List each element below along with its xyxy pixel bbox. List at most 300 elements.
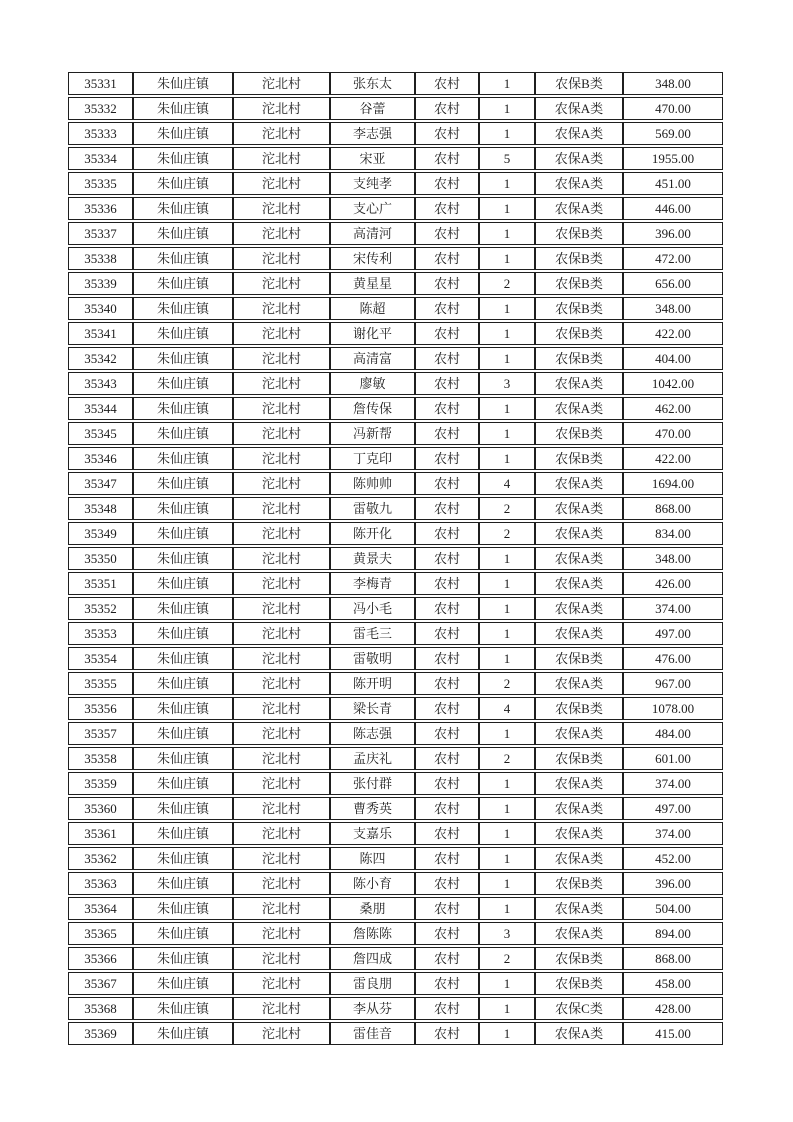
cell-count: 1: [479, 1022, 535, 1045]
cell-amount: 404.00: [623, 347, 723, 370]
cell-name: 詹四成: [330, 947, 415, 970]
cell-category: 农保A类: [535, 372, 623, 395]
cell-town: 朱仙庄镇: [133, 672, 233, 695]
table-row: [68, 347, 723, 370]
cell-village: 沱北村: [233, 972, 330, 995]
cell-category: 农保A类: [535, 797, 623, 820]
cell-amount: 834.00: [623, 522, 723, 545]
cell-category: 农保B类: [535, 747, 623, 770]
cell-name: 梁长青: [330, 697, 415, 720]
cell-town: 朱仙庄镇: [133, 947, 233, 970]
cell-village: 沱北村: [233, 1022, 330, 1045]
cell-count: 1: [479, 647, 535, 670]
cell-residence: 农村: [415, 922, 479, 945]
cell-id: 35347: [68, 472, 133, 495]
cell-amount: 422.00: [623, 322, 723, 345]
cell-category: 农保B类: [535, 322, 623, 345]
cell-count: 1: [479, 397, 535, 420]
cell-village: 沱北村: [233, 922, 330, 945]
cell-count: 1: [479, 772, 535, 795]
table-row: [68, 122, 723, 145]
cell-id: 35359: [68, 772, 133, 795]
table-row: [68, 322, 723, 345]
cell-amount: 428.00: [623, 997, 723, 1020]
records-table: [68, 70, 723, 1047]
cell-category: 农保B类: [535, 872, 623, 895]
cell-count: 1: [479, 247, 535, 270]
cell-town: 朱仙庄镇: [133, 272, 233, 295]
cell-count: 1: [479, 322, 535, 345]
cell-amount: 415.00: [623, 1022, 723, 1045]
cell-count: 1: [479, 622, 535, 645]
cell-count: 1: [479, 72, 535, 95]
cell-category: 农保A类: [535, 847, 623, 870]
cell-category: 农保B类: [535, 422, 623, 445]
cell-name: 雷敬明: [330, 647, 415, 670]
cell-id: 35353: [68, 622, 133, 645]
cell-amount: 348.00: [623, 547, 723, 570]
cell-town: 朱仙庄镇: [133, 922, 233, 945]
cell-count: 1: [479, 872, 535, 895]
cell-name: 詹传保: [330, 397, 415, 420]
cell-name: 李志强: [330, 122, 415, 145]
cell-village: 沱北村: [233, 347, 330, 370]
cell-category: 农保B类: [535, 972, 623, 995]
cell-amount: 374.00: [623, 822, 723, 845]
cell-category: 农保B类: [535, 72, 623, 95]
cell-category: 农保A类: [535, 472, 623, 495]
cell-town: 朱仙庄镇: [133, 347, 233, 370]
cell-residence: 农村: [415, 972, 479, 995]
cell-village: 沱北村: [233, 572, 330, 595]
cell-name: 李从芬: [330, 997, 415, 1020]
cell-amount: 348.00: [623, 297, 723, 320]
cell-amount: 476.00: [623, 647, 723, 670]
cell-amount: 422.00: [623, 447, 723, 470]
cell-category: 农保A类: [535, 772, 623, 795]
cell-village: 沱北村: [233, 447, 330, 470]
cell-residence: 农村: [415, 997, 479, 1020]
cell-category: 农保A类: [535, 922, 623, 945]
cell-id: 35366: [68, 947, 133, 970]
cell-category: 农保A类: [535, 397, 623, 420]
cell-residence: 农村: [415, 172, 479, 195]
cell-village: 沱北村: [233, 197, 330, 220]
cell-town: 朱仙庄镇: [133, 747, 233, 770]
cell-category: 农保B类: [535, 347, 623, 370]
cell-village: 沱北村: [233, 322, 330, 345]
cell-category: 农保A类: [535, 497, 623, 520]
cell-category: 农保B类: [535, 272, 623, 295]
table-body: [68, 72, 723, 1045]
cell-amount: 374.00: [623, 597, 723, 620]
table-row: [68, 947, 723, 970]
cell-village: 沱北村: [233, 947, 330, 970]
cell-name: 宋传利: [330, 247, 415, 270]
cell-residence: 农村: [415, 272, 479, 295]
cell-category: 农保B类: [535, 222, 623, 245]
table-row: [68, 597, 723, 620]
table-row: [68, 222, 723, 245]
cell-residence: 农村: [415, 797, 479, 820]
cell-name: 支嘉乐: [330, 822, 415, 845]
cell-category: 农保A类: [535, 172, 623, 195]
cell-village: 沱北村: [233, 872, 330, 895]
cell-village: 沱北村: [233, 397, 330, 420]
cell-count: 1: [479, 997, 535, 1020]
cell-id: 35344: [68, 397, 133, 420]
table-row: [68, 97, 723, 120]
cell-count: 1: [479, 822, 535, 845]
cell-residence: 农村: [415, 247, 479, 270]
cell-village: 沱北村: [233, 222, 330, 245]
table-row: [68, 472, 723, 495]
cell-id: 35357: [68, 722, 133, 745]
cell-name: 陈小育: [330, 872, 415, 895]
cell-amount: 1694.00: [623, 472, 723, 495]
cell-town: 朱仙庄镇: [133, 797, 233, 820]
cell-amount: 1042.00: [623, 372, 723, 395]
table-row: [68, 397, 723, 420]
cell-id: 35349: [68, 522, 133, 545]
cell-town: 朱仙庄镇: [133, 622, 233, 645]
cell-village: 沱北村: [233, 697, 330, 720]
table-row: [68, 572, 723, 595]
cell-residence: 农村: [415, 872, 479, 895]
cell-name: 詹陈陈: [330, 922, 415, 945]
table-row: [68, 247, 723, 270]
cell-id: 35360: [68, 797, 133, 820]
cell-id: 35340: [68, 297, 133, 320]
cell-amount: 601.00: [623, 747, 723, 770]
cell-id: 35334: [68, 147, 133, 170]
cell-residence: 农村: [415, 322, 479, 345]
cell-village: 沱北村: [233, 297, 330, 320]
cell-village: 沱北村: [233, 722, 330, 745]
cell-town: 朱仙庄镇: [133, 847, 233, 870]
cell-village: 沱北村: [233, 547, 330, 570]
cell-town: 朱仙庄镇: [133, 722, 233, 745]
cell-residence: 农村: [415, 97, 479, 120]
cell-village: 沱北村: [233, 797, 330, 820]
cell-count: 1: [479, 222, 535, 245]
cell-category: 农保A类: [535, 547, 623, 570]
cell-id: 35350: [68, 547, 133, 570]
table-row: [68, 897, 723, 920]
cell-category: 农保A类: [535, 572, 623, 595]
cell-amount: 472.00: [623, 247, 723, 270]
cell-id: 35351: [68, 572, 133, 595]
cell-amount: 1955.00: [623, 147, 723, 170]
cell-name: 丁克印: [330, 447, 415, 470]
cell-category: 农保A类: [535, 122, 623, 145]
cell-count: 4: [479, 472, 535, 495]
cell-id: 35369: [68, 1022, 133, 1045]
cell-category: 农保A类: [535, 147, 623, 170]
cell-count: 2: [479, 672, 535, 695]
cell-town: 朱仙庄镇: [133, 997, 233, 1020]
cell-residence: 农村: [415, 772, 479, 795]
cell-residence: 农村: [415, 747, 479, 770]
table-row: [68, 922, 723, 945]
cell-category: 农保A类: [535, 897, 623, 920]
cell-village: 沱北村: [233, 97, 330, 120]
table-row: [68, 722, 723, 745]
cell-id: 35368: [68, 997, 133, 1020]
cell-name: 冯新帮: [330, 422, 415, 445]
cell-id: 35348: [68, 497, 133, 520]
cell-amount: 396.00: [623, 222, 723, 245]
cell-amount: 470.00: [623, 97, 723, 120]
cell-name: 曹秀英: [330, 797, 415, 820]
cell-residence: 农村: [415, 422, 479, 445]
cell-town: 朱仙庄镇: [133, 122, 233, 145]
cell-id: 35333: [68, 122, 133, 145]
cell-amount: 656.00: [623, 272, 723, 295]
cell-count: 1: [479, 972, 535, 995]
cell-amount: 462.00: [623, 397, 723, 420]
cell-name: 支心广: [330, 197, 415, 220]
cell-count: 1: [479, 297, 535, 320]
cell-name: 高清河: [330, 222, 415, 245]
cell-residence: 农村: [415, 847, 479, 870]
cell-count: 1: [479, 172, 535, 195]
cell-name: 雷佳音: [330, 1022, 415, 1045]
cell-residence: 农村: [415, 722, 479, 745]
cell-amount: 451.00: [623, 172, 723, 195]
table-row: [68, 147, 723, 170]
cell-name: 张东太: [330, 72, 415, 95]
cell-id: 35342: [68, 347, 133, 370]
cell-town: 朱仙庄镇: [133, 522, 233, 545]
cell-amount: 868.00: [623, 947, 723, 970]
cell-residence: 农村: [415, 947, 479, 970]
cell-count: 2: [479, 522, 535, 545]
cell-village: 沱北村: [233, 597, 330, 620]
cell-id: 35332: [68, 97, 133, 120]
cell-name: 雷良朋: [330, 972, 415, 995]
cell-category: 农保A类: [535, 97, 623, 120]
cell-village: 沱北村: [233, 672, 330, 695]
table-row: [68, 672, 723, 695]
cell-town: 朱仙庄镇: [133, 872, 233, 895]
cell-name: 廖敏: [330, 372, 415, 395]
cell-id: 35362: [68, 847, 133, 870]
cell-category: 农保A类: [535, 1022, 623, 1045]
cell-name: 陈超: [330, 297, 415, 320]
cell-town: 朱仙庄镇: [133, 472, 233, 495]
cell-category: 农保A类: [535, 822, 623, 845]
table-row: [68, 697, 723, 720]
table-row: [68, 422, 723, 445]
cell-residence: 农村: [415, 72, 479, 95]
cell-residence: 农村: [415, 347, 479, 370]
cell-category: 农保B类: [535, 447, 623, 470]
cell-name: 陈开明: [330, 672, 415, 695]
cell-count: 2: [479, 747, 535, 770]
cell-count: 1: [479, 122, 535, 145]
cell-id: 35343: [68, 372, 133, 395]
table-row: [68, 172, 723, 195]
cell-village: 沱北村: [233, 172, 330, 195]
cell-amount: 458.00: [623, 972, 723, 995]
cell-id: 35367: [68, 972, 133, 995]
cell-category: 农保B类: [535, 647, 623, 670]
cell-village: 沱北村: [233, 822, 330, 845]
table-row: [68, 197, 723, 220]
cell-count: 1: [479, 572, 535, 595]
table-row: [68, 797, 723, 820]
cell-village: 沱北村: [233, 72, 330, 95]
cell-town: 朱仙庄镇: [133, 97, 233, 120]
cell-residence: 农村: [415, 447, 479, 470]
cell-residence: 农村: [415, 397, 479, 420]
cell-amount: 374.00: [623, 772, 723, 795]
cell-name: 陈开化: [330, 522, 415, 545]
cell-village: 沱北村: [233, 372, 330, 395]
cell-category: 农保A类: [535, 722, 623, 745]
table-row: [68, 1022, 723, 1045]
cell-amount: 894.00: [623, 922, 723, 945]
cell-name: 黄景夫: [330, 547, 415, 570]
cell-count: 1: [479, 347, 535, 370]
cell-town: 朱仙庄镇: [133, 447, 233, 470]
cell-amount: 497.00: [623, 797, 723, 820]
cell-residence: 农村: [415, 497, 479, 520]
cell-category: 农保A类: [535, 622, 623, 645]
cell-count: 1: [479, 97, 535, 120]
cell-amount: 470.00: [623, 422, 723, 445]
cell-residence: 农村: [415, 522, 479, 545]
cell-count: 3: [479, 372, 535, 395]
cell-residence: 农村: [415, 897, 479, 920]
cell-residence: 农村: [415, 697, 479, 720]
cell-name: 宋亚: [330, 147, 415, 170]
cell-village: 沱北村: [233, 647, 330, 670]
cell-town: 朱仙庄镇: [133, 647, 233, 670]
table-row: [68, 872, 723, 895]
cell-village: 沱北村: [233, 497, 330, 520]
cell-name: 雷敬九: [330, 497, 415, 520]
cell-count: 1: [479, 422, 535, 445]
cell-town: 朱仙庄镇: [133, 297, 233, 320]
cell-town: 朱仙庄镇: [133, 697, 233, 720]
cell-town: 朱仙庄镇: [133, 772, 233, 795]
table-row: [68, 997, 723, 1020]
cell-name: 高清富: [330, 347, 415, 370]
cell-name: 桑朋: [330, 897, 415, 920]
table-row: [68, 522, 723, 545]
cell-count: 2: [479, 947, 535, 970]
cell-count: 2: [479, 497, 535, 520]
table-row: [68, 497, 723, 520]
table-row: [68, 547, 723, 570]
table-row: [68, 297, 723, 320]
cell-town: 朱仙庄镇: [133, 572, 233, 595]
table-row: [68, 747, 723, 770]
cell-name: 陈四: [330, 847, 415, 870]
cell-residence: 农村: [415, 122, 479, 145]
cell-id: 35339: [68, 272, 133, 295]
cell-village: 沱北村: [233, 747, 330, 770]
cell-name: 陈帅帅: [330, 472, 415, 495]
cell-town: 朱仙庄镇: [133, 497, 233, 520]
cell-town: 朱仙庄镇: [133, 147, 233, 170]
cell-town: 朱仙庄镇: [133, 172, 233, 195]
table-row: [68, 847, 723, 870]
cell-town: 朱仙庄镇: [133, 897, 233, 920]
cell-id: 35363: [68, 872, 133, 895]
cell-category: 农保A类: [535, 522, 623, 545]
cell-id: 35331: [68, 72, 133, 95]
cell-id: 35365: [68, 922, 133, 945]
cell-village: 沱北村: [233, 272, 330, 295]
cell-id: 35364: [68, 897, 133, 920]
cell-town: 朱仙庄镇: [133, 247, 233, 270]
cell-residence: 农村: [415, 297, 479, 320]
cell-amount: 396.00: [623, 872, 723, 895]
cell-village: 沱北村: [233, 147, 330, 170]
cell-village: 沱北村: [233, 472, 330, 495]
cell-amount: 426.00: [623, 572, 723, 595]
cell-name: 谷蕾: [330, 97, 415, 120]
cell-id: 35361: [68, 822, 133, 845]
cell-id: 35354: [68, 647, 133, 670]
cell-name: 李梅青: [330, 572, 415, 595]
cell-residence: 农村: [415, 1022, 479, 1045]
cell-category: 农保A类: [535, 597, 623, 620]
cell-residence: 农村: [415, 597, 479, 620]
cell-category: 农保C类: [535, 997, 623, 1020]
table-row: [68, 72, 723, 95]
cell-amount: 446.00: [623, 197, 723, 220]
cell-village: 沱北村: [233, 247, 330, 270]
cell-town: 朱仙庄镇: [133, 197, 233, 220]
cell-id: 35346: [68, 447, 133, 470]
cell-residence: 农村: [415, 197, 479, 220]
cell-residence: 农村: [415, 547, 479, 570]
table-row: [68, 647, 723, 670]
cell-residence: 农村: [415, 822, 479, 845]
cell-amount: 484.00: [623, 722, 723, 745]
cell-village: 沱北村: [233, 422, 330, 445]
cell-amount: 868.00: [623, 497, 723, 520]
cell-amount: 452.00: [623, 847, 723, 870]
cell-id: 35338: [68, 247, 133, 270]
table-row: [68, 822, 723, 845]
cell-amount: 497.00: [623, 622, 723, 645]
cell-id: 35341: [68, 322, 133, 345]
cell-town: 朱仙庄镇: [133, 222, 233, 245]
table-row: [68, 772, 723, 795]
cell-count: 1: [479, 897, 535, 920]
cell-id: 35336: [68, 197, 133, 220]
cell-id: 35337: [68, 222, 133, 245]
cell-town: 朱仙庄镇: [133, 72, 233, 95]
cell-amount: 967.00: [623, 672, 723, 695]
cell-name: 冯小毛: [330, 597, 415, 620]
cell-town: 朱仙庄镇: [133, 547, 233, 570]
cell-amount: 348.00: [623, 72, 723, 95]
cell-residence: 农村: [415, 622, 479, 645]
cell-id: 35345: [68, 422, 133, 445]
table-row: [68, 972, 723, 995]
cell-category: 农保A类: [535, 197, 623, 220]
cell-village: 沱北村: [233, 522, 330, 545]
cell-id: 35355: [68, 672, 133, 695]
cell-id: 35358: [68, 747, 133, 770]
cell-count: 5: [479, 147, 535, 170]
